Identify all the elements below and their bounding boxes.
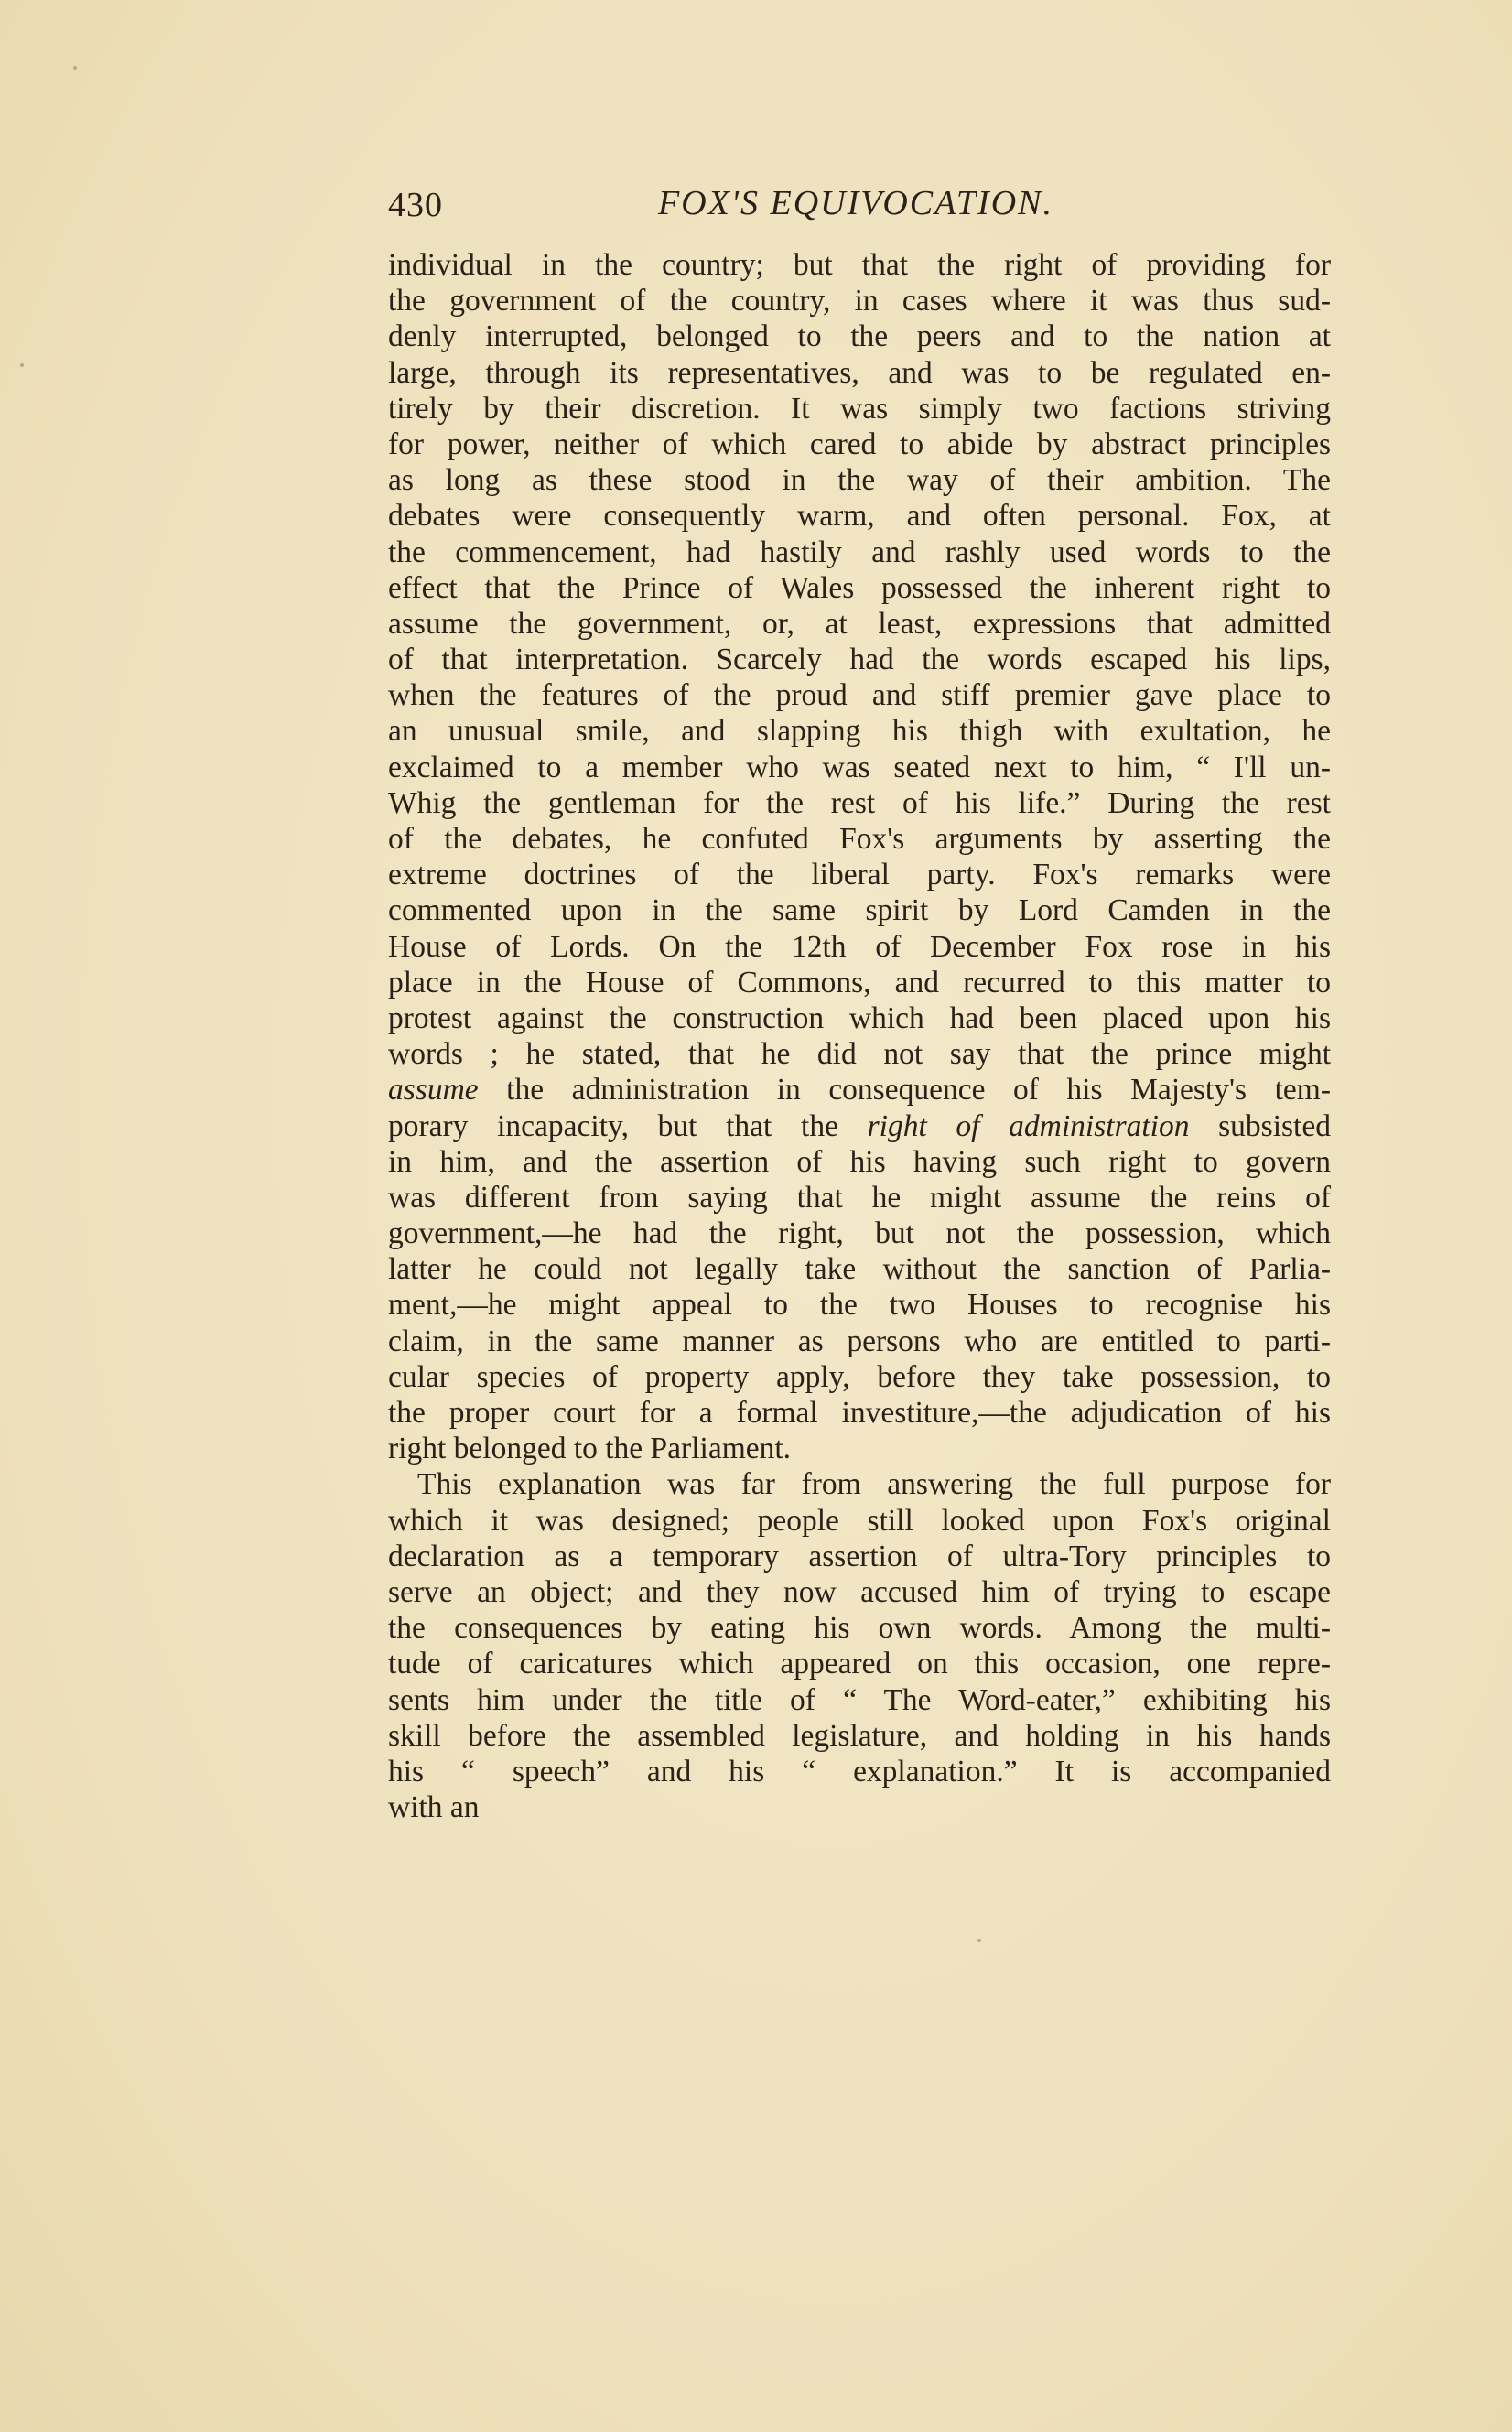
text-line: This explanation was far from answering the full purpose for xyxy=(417,1467,1331,1502)
text-line: commented upon in the same spirit by Lord Camden in the xyxy=(388,893,1331,928)
text-line: for power, neither of which cared to abide by abstract principles xyxy=(388,427,1331,461)
text-line: government,—he had the right, but not the possession, which xyxy=(388,1216,1331,1251)
running-title: FOX'S EQUIVOCATION. xyxy=(658,184,1053,222)
italic-phrase: right of administration xyxy=(867,1108,1190,1143)
page-number: 430 xyxy=(388,186,443,224)
text-line: tirely by their discretion. It was simply two factions striving xyxy=(388,391,1331,426)
text-line: skill before the assembled legislature, and holding in his hands xyxy=(388,1718,1331,1753)
text-segment: the administration in consequence of his Majesty's tem- xyxy=(478,1073,1331,1108)
text-segment: porary incapacity, but that the xyxy=(388,1108,868,1143)
text-line: cular species of property apply, before they take possession, to xyxy=(388,1359,1331,1394)
text-line: which it was designed; people still looked upon Fox's original xyxy=(388,1503,1331,1538)
text-line: words ; he stated, that he did not say that the prince might xyxy=(388,1037,1331,1072)
text-line: an unusual smile, and slapping his thigh with exultation, he xyxy=(388,714,1331,749)
text-line: serve an object; and they now accused him of trying to escape xyxy=(388,1574,1331,1609)
text-line xyxy=(388,1108,1331,1144)
text-line: debates were consequently warm, and often personal. Fox, at xyxy=(388,499,1331,534)
text-line xyxy=(388,1072,1331,1108)
body-text xyxy=(388,247,1331,1825)
text-line: ment,—he might appeal to the two Houses to recognise his xyxy=(388,1288,1331,1323)
text-line: with an xyxy=(388,1790,480,1825)
text-line: sents him under the title of “ The Word-eater,” exhibiting his xyxy=(388,1682,1331,1717)
text-line: extreme doctrines of the liberal party. Fox's remarks were xyxy=(388,858,1331,892)
text-line: right belonged to the Parliament. xyxy=(388,1432,792,1466)
text-line: was different from saying that he might assume the reins of xyxy=(388,1180,1331,1215)
text-line: latter he could not legally take without the sanction of Parlia- xyxy=(388,1252,1331,1287)
text-line: individual in the country; but that the right of providing for xyxy=(388,248,1331,282)
italic-phrase: assume xyxy=(388,1073,479,1108)
text-segment: subsisted xyxy=(1189,1108,1331,1143)
text-line: exclaimed to a member who was seated next to him, “ I'll un- xyxy=(388,750,1331,784)
paper-speck xyxy=(73,66,77,70)
text-line: of the debates, he confuted Fox's arguments by asserting the xyxy=(388,822,1331,856)
text-line: protest against the construction which had been placed upon his xyxy=(388,1000,1331,1035)
text-line: place in the House of Commons, and recurred to this matter to xyxy=(388,965,1331,1000)
text-line: the commencement, had hastily and rashly used words to the xyxy=(388,535,1331,569)
text-line: effect that the Prince of Wales possessed the inherent right to xyxy=(388,570,1331,605)
paper-speck xyxy=(977,1939,981,1942)
text-line: when the features of the proud and stiff premier gave place to xyxy=(388,678,1331,713)
paper-speck xyxy=(20,363,24,367)
text-line: of that interpretation. Scarcely had the words escaped his lips, xyxy=(388,643,1331,677)
text-line: in him, and the assertion of his having such right to govern xyxy=(388,1144,1331,1179)
page-header xyxy=(388,183,1331,234)
text-line: tude of caricatures which appeared on this occasion, one repre- xyxy=(388,1647,1331,1681)
text-line: denly interrupted, belonged to the peers and to the nation at xyxy=(388,319,1331,354)
text-line: his “ speech” and his “ explanation.” It is accompanied xyxy=(388,1754,1331,1789)
text-line: claim, in the same manner as persons who are entitled to parti- xyxy=(388,1324,1331,1358)
text-line: assume the government, or, at least, expressions that admitted xyxy=(388,606,1331,641)
text-line: the government of the country, in cases where it was thus sud- xyxy=(388,284,1331,319)
text-line: large, through its representatives, and was to be regulated en- xyxy=(388,355,1331,390)
text-line: Whig the gentleman for the rest of his life.” During the rest xyxy=(388,785,1331,820)
text-line: as long as these stood in the way of their ambition. The xyxy=(388,463,1331,498)
text-line: declaration as a temporary assertion of ultra-Tory principles to xyxy=(388,1539,1331,1573)
text-line: the proper court for a formal investiture,—the adjudication of his xyxy=(388,1396,1331,1430)
text-line: House of Lords. On the 12th of December Fox rose in his xyxy=(388,929,1331,964)
text-line: the consequences by eating his own words. Among the multi- xyxy=(388,1611,1331,1646)
